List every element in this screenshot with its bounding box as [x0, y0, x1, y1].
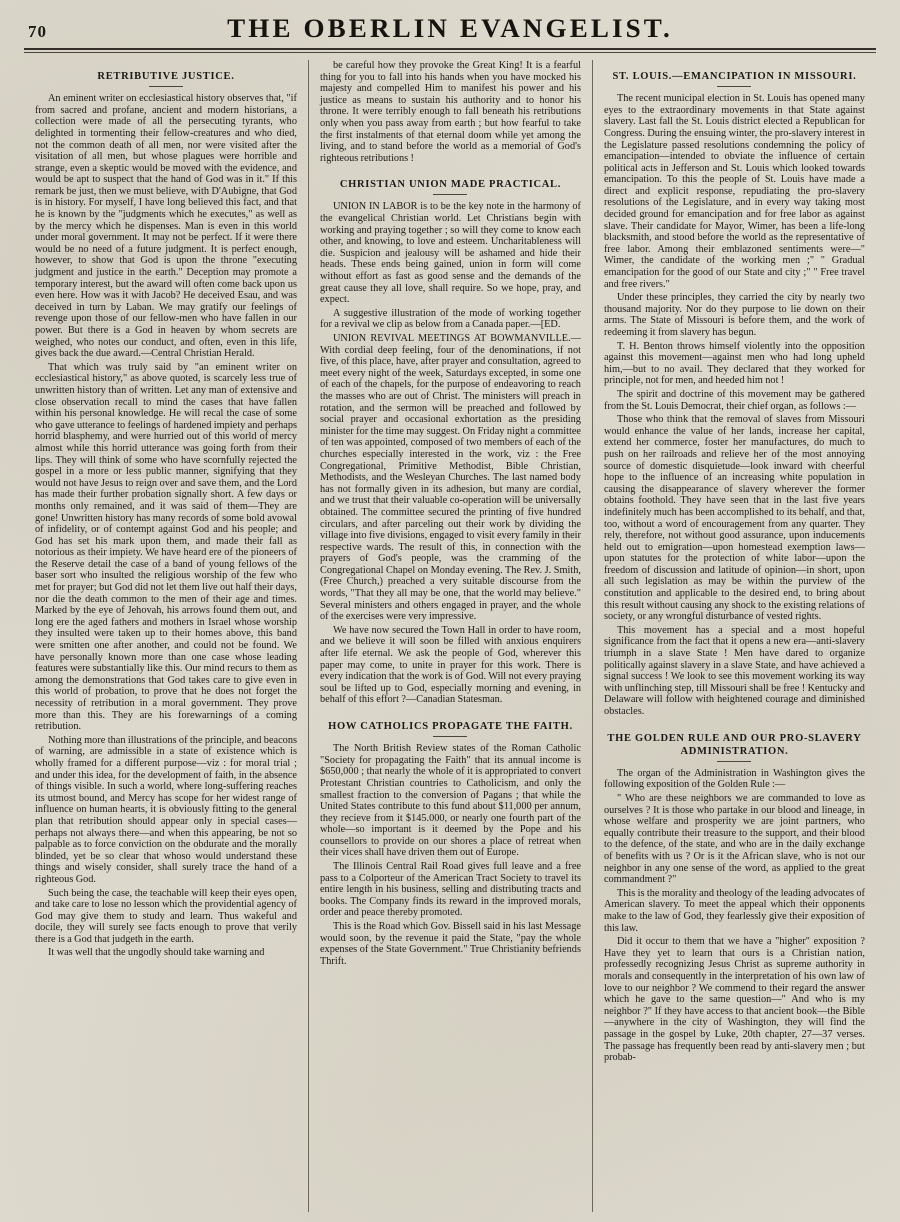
article-paragraph: We have now secured the Town Hall in order to have room, and we believe it will soon be filled with anxious enquirers after life eternal. We ask the people of God, wherever this paper may come, to unite in prayer for this work. There is every indication that the work is of God. Will not every praying soul be lifted up to God, especially morning and evening, in behalf of this effort ?—Canadian Statesman.: [319, 624, 581, 706]
article-paragraph: It was well that the ungodly should take warning and: [48, 947, 265, 959]
text-column-2: [308, 60, 592, 1212]
article-paragraph: The organ of the Administration in Washington gives the following exposition of the Golden Rule :—: [603, 767, 865, 791]
article-headline: HOW CATHOLICS PROPAGATE THE FAITH.: [328, 721, 573, 732]
article-paragraph: An eminent writer on ecclesiastical history observes that, "if from sacred and profane, ancient and modern historians, a collection were made of all the persecuting tyrants, who delighted in tormenting their fellow-creatures and who died, not the common death of all men, nor were visited after the visitation of all men, but whose plagues were horrible and strange, even a skeptic would be moved with the evidence, and would be apt to suspect that the hand of God was in it." If this remark be just, then we must believe, with D'Aubigne, that God is in history. For myself, I have long believed this fact, and that he is known by the "judgments which he executes," as well as by the mercy which he dispenses. Man is even in this world under moral government. It may not be perfect. If it were there would be no need of a future judgment. It is perfect enough, however, to show that God is upon the throne "executing judgment and justice in the earth." Deception may promote a temporary interest, but the award will often come back upon us even here. How was it with Jacob? He deceived Esau, and was deceived in turn by Laban. We may gratify our feelings of revenge upon those of our fellow-men who have fallen in our power. But there is a God in heaven by whom secrets are weighed, who notes our conduct, and often, even in this life, gives back the due award.—Central Christian Herald.: [35, 93, 297, 360]
headline-divider: [149, 86, 183, 87]
article-paragraph: A suggestive illustration of the mode of working together for a revival we clip as below from a Canada paper.—[ED.: [319, 307, 581, 331]
article-paragraph: This is the morality and theology of the leading advocates of American slavery. To meet the appeal which their opponents make to the law of God, they fearlessly give their exposition of this law.: [603, 887, 865, 934]
headline-divider: [433, 736, 467, 737]
masthead: [0, 14, 900, 48]
article-headline: RETRIBUTIVE JUSTICE.: [97, 71, 235, 82]
page-number: 70: [28, 22, 47, 41]
article-paragraph: Those who think that the removal of slaves from Missouri would enhance the value of her lands, increase her capital, extend her commerce, foster her manufactures, do much to push on her railroads and relieve her of the most annoying source of domestic disquietude—look inward with cheerful hope to the influence of an increasing white population in causing the disappearance of slavery wherever the former obtains foothold. They have seen that in the last five years indefinitely much has been accomplished to its behalf, and that, too, without a word of encouragement from any quarter. They rely, therefore, not without good assurance, upon inducements held out to emigration—upon homestead exemption laws—upon statutes for the protection of white labor—upon the freedom of discussion and latitude of opinion—in short, upon all such legislation as may be within the purview of the constitution and applicable to the desired end, to bring about this result without causing any shock to the existing relations of society, or any wrongful disturbance of vested rights.: [603, 414, 865, 623]
article-paragraph: Such being the case, the teachable will keep their eyes open, and take care to lose no lesson which the providential agency of God may give them to study and learn. Thus wakeful and docile, they will surely see facts enough to prove that verily there is a God that judgeth in the earth.: [35, 887, 297, 945]
article-paragraph: That which was truly said by "an eminent writer on ecclesiastical history," as above quoted, is scarcely less true of unwritten history than of written. Let any man of extensive and close observation recall to mind the cases that have fallen within his personal knowledge. He will recal the case of some who gave utterance to feelings of hardened impiety and perhaps horrid blasphemy, and were hurried out of this world of mercy almost while this horrid utterance was going forth from their lips. They will think of some who have scornfully rejected the gospel in a more or less public manner, signifying that they would not have Jesus to reign over and save them, and the Lord has made their further probation signally short. A few days or months only remained, and it was said of them—They are gone! Unwritten history has many records of some bold avowal of infidelity, or of contempt against God and his people; and God has set his mark upon them, and made their fall as notorious as their impiety. We have heard ere of the pioneers of the Reserve detail the case of a band of young fellows of the baser sort who insulted the religious worship of the few who met for prayer; but God did not let them live out half their days, nor die the death common to the men of their age and times. Marked by the eye of Jehovah, his arrows found them out, and long ere the aged fathers and mothers in Israel whose worship they insulted were taken up to their homes above, this band were smitten one after another, and could not be found. We have personally known more than one case whose leading features were substantially like this. Our mind recurs to them as among the demonstrations that God takes care to give even in this world of probation, to prove that he does not forget the necessity of retribution in a moral government. They prove more than this. They are his forewarnings of a coming retribution.: [35, 361, 297, 733]
article-paragraph: Nothing more than illustrations of the principle, and beacons of warning, are admissible in a state of existence which is wholly framed for a different purpose—viz : for moral trial ; and under this idea, for the development of faith, in the absence of things visible. In such a world, where long-suffering reaches its utmost bound, and Mercy has scope for her widest range of influence on human hearts, it is obviously fitting to the general plan that retribution should appear only in special cases—perhaps not always there—and when this appearing, be not so palpable as to force conviction on the obdurate and the morally blinded, yet be so clear that whoso would understand these things and wisely consider, shall surely trace the hand of a righteous God.: [35, 734, 297, 885]
article-headline: ST. LOUIS.—EMANCIPATION IN MISSOURI.: [612, 71, 857, 82]
article-paragraph: UNION REVIVAL MEETINGS AT BOWMANVILLE.—With cordial deep feeling, four of the denominations, if not five, of this place, have, after prayer and consultation, agreed to meet every night of the week, Saturdays excepted, in some one of each of the chapels, for the purpose of endeavoring to reach the masses who are out of Christ. The ministers will preach in rotation, and the sermon will be preached and followed by social prayer and occasional exhortation as the presiding minister for the time may suggest. On Friday night a committee of ten was appointed, composed of two members of each of the churches especially interested in the work, viz : the Free Congregational, Primitive Methodist, Bible Christian, Methodists, and the Wesleyan Churches. The last named body has not formally given in its adhesion, but many are cordial, and we trust that their valuable co-operation will be universally obtained. The committee secured the printing of five hundred circulars, and after parceling out their work by dividing the village into five divisions, engaged to visit every family in their respective wards. The result of this, in connection with the prayers of God's people, was the cramming of the Congregational Chapel on Monday evening. The Rev. J. Smith, (Free Church,) preached a very suitable discourse from the words, "That they all may be one, that the world may believe." Several ministers and others engaged in prayer, and the whole of the exercises were very impressive.: [319, 333, 581, 623]
publication-title: THE OBERLIN EVANGELIST.: [227, 14, 673, 43]
headline-divider: [433, 194, 467, 195]
article-paragraph: This movement has a special and a most hopeful significance from the fact that it opens a new era—anti-slavery triumph in a slave State ! Men have dared to organize politically against slavery in a slave State, and have achieved a signal success ! We look to see this movement working its way with unflinching step, till Missouri shall be free ! Kentucky and Delaware will follow with heightened courage and diminished obstacles.: [603, 624, 865, 717]
masthead-rule-bottom: [24, 52, 876, 53]
article-paragraph: The Illinois Central Rail Road gives full leave and a free pass to a Colporteur of the American Tract Society to travel its entire length in his business, selling and distributing tracts and books. The Company finds its reward in the improved morals, order and peace thereby promoted.: [319, 861, 581, 919]
headline-divider: [717, 86, 751, 87]
article-headline: THE GOLDEN RULE AND OUR PRO-SLAVERY ADMINISTRATION.: [607, 732, 862, 757]
article-paragraph: T. H. Benton throws himself violently into the opposition against this movement—against men who had long upheld him,—but to no avail. They declared that they worked for principle, not for men, and heeded him not !: [603, 340, 865, 387]
text-column-3: [592, 60, 876, 1212]
article-paragraph: The recent municipal election in St. Louis has opened many eyes to the extraordinary movements in that State against slavery. Last fall the St. Louis district elected a Republican for Congress. During the ensuing winter, the pro-slavery interest in the Legislature passed resolutions condemning the policy of emancipation—intended to obviate the influence of certain political acts in Jefferson and St. Louis which looked towards emancipation. To this the people of St. Louis have made a direct and explicit response, repudiating the pro-slavery resolutions of the Legislature, and in every way taking most decided ground for emancipation and for free labor as against slave. Their candidate for Mayor, Wimer, has been a life-long blacksmith, and stood before the world as the representative of free labor. Among their emblazoned sentiments were—" Wimer, the candidate of the working men ;" " Gradual emancipation for the good of our State and city ;" " Free travel and free rivers.": [603, 93, 865, 290]
article-paragraph: The spirit and doctrine of this movement may be gathered from the St. Louis Democrat, their chief organ, as follows :—: [603, 388, 865, 412]
article-paragraph: be careful how they provoke the Great King! It is a fearful thing for you to fall into his hands when you have mocked his majesty and compelled Him to manifest his power and his justice as means to sustain his authority and to honor his throne. It were terribly enough to fall beneath his retributions only when you pass away from earth ; but how fearful to take the first instalments of that eternal doom while yet among the living, and to stand before the world as a memorial of God's righteous retributions !: [319, 60, 581, 164]
article-paragraph: Under these principles, they carried the city by nearly two thousand majority. Nor do they purpose to lie down on their arms. The State of Missouri is before them, and the work of redeeming it from slavery has begun.: [603, 292, 865, 338]
column-container: [24, 60, 876, 1212]
article-paragraph: The North British Review states of the Roman Catholic "Society for propagating the Faith" that its annual income is $650,000 ; that nearly the whole of it is appropriated to convert Protestant Christian countries to Catholicism, and only the smallest fraction to the conversion of Pagans ; that while the United States contribute to this fund about $11,000 per annum, they recieve from it $145.000, or nearly one fourth part of the whole—so important is it deemed by the Pope and his counsellors to provide on our shores a place of retreat when their vices shall have driven them out of Europe.: [319, 743, 581, 859]
headline-divider: [717, 761, 751, 762]
article-paragraph: " Who are these neighbors we are commanded to love as ourselves ? It is those who partake in our blood and lineage, in whose welfare and prosperity we are joint partners, who equally contribute their treasure to the support, and their blood to the defence, of the state, and who are in the daily exchange of benefits with us ? Or is it the African slave, who is not our neighbor in any one sense of the word, as applied to the great commandment ?": [603, 793, 865, 886]
article-paragraph: This is the Road which Gov. Bissell said in his last Message would soon, by the revenue it paid the State, "pay the whole expenses of the State Government." True Christianity befriends Thrift.: [319, 921, 581, 967]
text-column-1: [24, 60, 308, 1212]
article-headline: CHRISTIAN UNION MADE PRACTICAL.: [339, 179, 562, 191]
article-paragraph: Did it occur to them that we have a "higher" exposition ? Have they yet to learn that ours is a Christian nation, professedly recognizing Jesus Christ as supreme authority in morals and consequently in the interpretation of his own law of love to our neighbor ? We commend to their regard the answer which he gave to the same question—" And who is my neighbor ?" If they have access to that ancient book—the Bible—anywhere in the city of Washington, they will find the passage in the gospel by Luke, 20th chapter, 27—37 verses. The passage has frequently been read by anti-slavery men ; but probab-: [603, 936, 865, 1064]
masthead-rule-top: [24, 48, 876, 50]
article-paragraph: UNION IN LABOR is to be the key note in the harmony of the evangelical Christian world. Let Christians begin with working and praying together ; so will they come to know each other, and knowing, to love and esteem. Uncharitableness will die. Suspicion and jealousy will be ashamed and hide their heads. These ends being gained, union in form will come without effort as fast as good sense and the demands of the great cause they all love, shall require. So we hope, pray, and expect.: [319, 201, 581, 306]
